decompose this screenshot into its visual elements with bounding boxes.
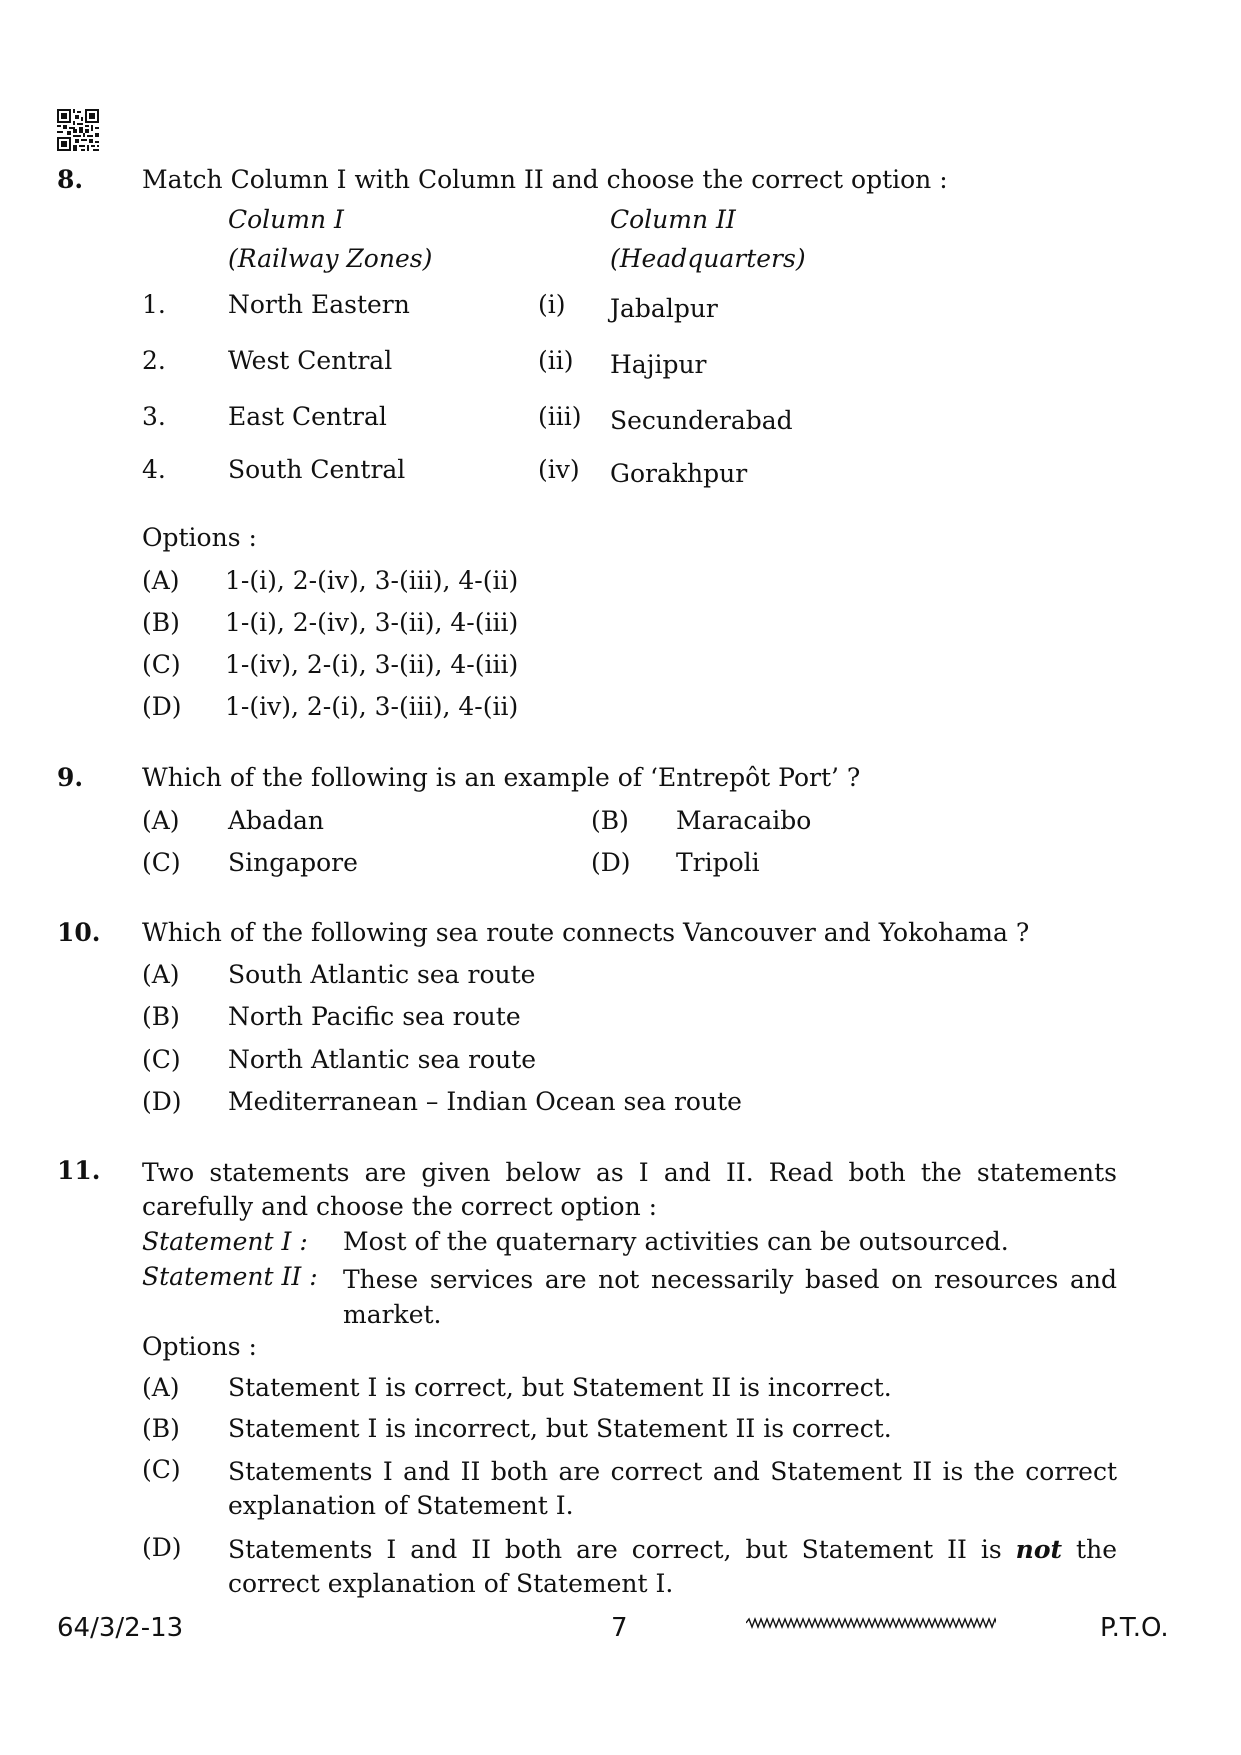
q10-option-d-text: Mediterranean – Indian Ocean sea route [228, 1087, 742, 1116]
q10-option-b-text: North Pacific sea route [228, 1002, 521, 1031]
q8-option-b-label: (B) [142, 608, 180, 637]
q11-statement-i-text: Most of the quaternary activities can be outsourced. [343, 1227, 1009, 1256]
q10-number: 10. [57, 918, 101, 947]
q11-option-d-label: (D) [142, 1533, 182, 1562]
q9-option-b-label: (B) [591, 806, 629, 835]
q8-option-a-text: 1-(i), 2-(iv), 3-(iii), 4-(ii) [225, 566, 519, 595]
footer-pto: P.T.O. [1100, 1613, 1169, 1643]
q8-row-3-hq: Secunderabad [610, 406, 793, 435]
q10-option-d-label: (D) [142, 1087, 182, 1116]
q8-number: 8. [57, 165, 84, 194]
q8-option-a-label: (A) [142, 566, 180, 595]
q9-option-c-text: Singapore [228, 848, 358, 877]
q8-option-c-text: 1-(iv), 2-(i), 3-(ii), 4-(iii) [225, 650, 519, 679]
q8-option-b-text: 1-(i), 2-(iv), 3-(ii), 4-(iii) [225, 608, 519, 637]
q8-column-ii-subtitle: (Headquarters) [610, 244, 806, 273]
footer-paper-code: 64/3/2-13 [57, 1613, 184, 1643]
q11-statement-i-label: Statement I : [142, 1227, 308, 1256]
q9-option-d-text: Tripoli [676, 848, 760, 877]
q8-row-1-roman: (i) [538, 290, 566, 319]
q11-option-a-label: (A) [142, 1373, 180, 1402]
q10-option-a-text: South Atlantic sea route [228, 960, 536, 989]
wavy-line-icon [746, 1616, 996, 1630]
q9-option-b-text: Maracaibo [676, 806, 812, 835]
q11-statement-ii-text: These services are not necessarily based on resources and market. [343, 1265, 1117, 1329]
q8-row-1-number: 1. [142, 290, 166, 319]
q8-column-i-subtitle: (Railway Zones) [228, 244, 433, 273]
q11-statement-ii-label: Statement II : [142, 1262, 318, 1291]
q10-option-c-label: (C) [142, 1045, 181, 1074]
q9-option-a-label: (A) [142, 806, 180, 835]
q8-option-c-label: (C) [142, 650, 181, 679]
q9-option-d-label: (D) [591, 848, 631, 877]
q8-options-label: Options : [142, 523, 257, 552]
q9-option-c-label: (C) [142, 848, 181, 877]
q11-option-d-text [228, 1533, 1117, 1601]
q10-option-b-label: (B) [142, 1002, 180, 1031]
q8-row-1-zone: North Eastern [228, 290, 410, 319]
q8-row-1-hq: Jabalpur [610, 294, 718, 323]
q8-row-2-hq: Hajipur [610, 350, 707, 379]
q11-option-d-text-pre: Statements I and II both are correct, but Statement II is [228, 1535, 1002, 1564]
q10-text: Which of the following sea route connects Vancouver and Yokohama ? [142, 918, 1030, 947]
q8-row-2-number: 2. [142, 346, 166, 375]
q10-option-c-text: North Atlantic sea route [228, 1045, 537, 1074]
footer-page-number: 7 [611, 1613, 628, 1643]
q8-row-3-roman: (iii) [538, 402, 582, 431]
q11-option-b-text: Statement I is incorrect, but Statement II is correct. [228, 1414, 892, 1443]
q11-text: Two statements are given below as I and II. Read both the statements carefully and choose the correct option : [142, 1158, 1117, 1221]
q11-option-a-text: Statement I is correct, but Statement II is incorrect. [228, 1373, 892, 1402]
q11-option-c-text: Statements I and II both are correct and Statement II is the correct explanation of Statement I. [228, 1457, 1117, 1520]
q8-column-ii-title: Column II [610, 205, 736, 234]
q11-number: 11. [57, 1156, 101, 1185]
q9-text: Which of the following is an example of ‘Entrepôt Port’ ? [142, 763, 861, 792]
q8-row-2-roman: (ii) [538, 346, 574, 375]
q8-row-3-zone: East Central [228, 402, 387, 431]
q11-option-d-text-post: the correct explanation of Statement I. [228, 1535, 1117, 1598]
q8-text: Match Column I with Column II and choose the correct option : [142, 165, 948, 194]
q8-row-4-hq: Gorakhpur [610, 459, 748, 488]
q8-row-4-zone: South Central [228, 455, 406, 484]
q11-option-d-emphasis: not [1015, 1535, 1063, 1564]
q9-number: 9. [57, 763, 84, 792]
q10-option-a-label: (A) [142, 960, 180, 989]
q8-row-4-number: 4. [142, 455, 166, 484]
q8-row-4-roman: (iv) [538, 455, 580, 484]
q11-option-b-label: (B) [142, 1414, 180, 1443]
q8-row-3-number: 3. [142, 402, 166, 431]
qr-code-icon [57, 109, 99, 151]
q8-row-2-zone: West Central [228, 346, 393, 375]
q8-column-i-title: Column I [228, 205, 344, 234]
q11-option-c-label: (C) [142, 1455, 181, 1484]
q11-options-label: Options : [142, 1332, 257, 1361]
q8-option-d-text: 1-(iv), 2-(i), 3-(iii), 4-(ii) [225, 692, 519, 721]
q9-option-a-text: Abadan [228, 806, 324, 835]
q8-option-d-label: (D) [142, 692, 182, 721]
